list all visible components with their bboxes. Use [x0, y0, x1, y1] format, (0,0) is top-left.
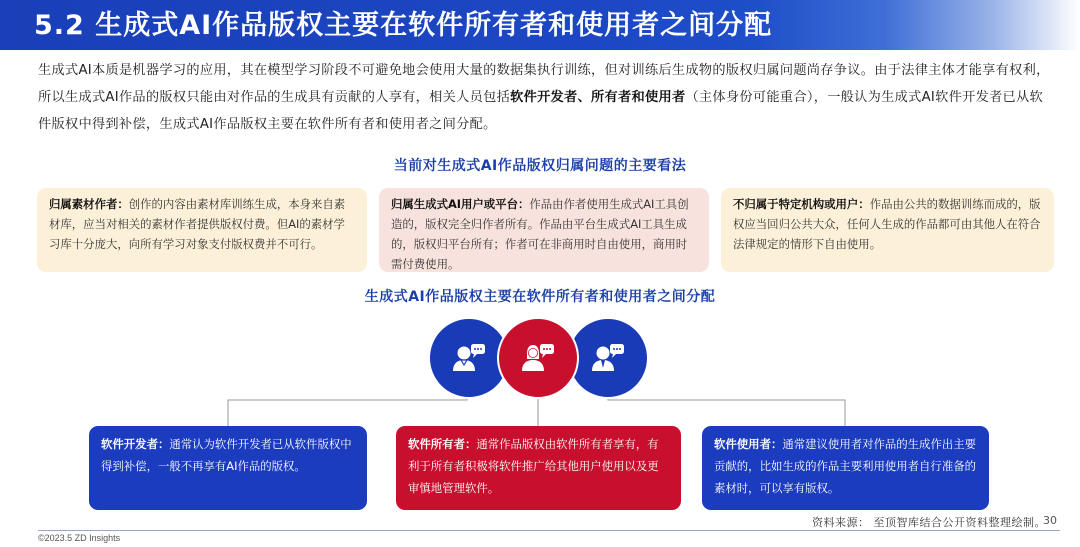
footer-divider [38, 530, 1060, 531]
page-title: 5.2 生成式AI作品版权主要在软件所有者和使用者之间分配 [34, 10, 773, 41]
view-card-text: 创作的内容由素材库训练生成，本身来自素材库，应当对相关的素材作者提供版权付费。但AI的素材学习库十分庞大，向所有学习对象支付版权费并不可行。 [49, 197, 346, 251]
intro-bold-roles: 软件开发者、所有者和使用者 [510, 90, 686, 105]
role-label: 软件使用者： [714, 437, 783, 451]
view-card-text: 作品由作者使用生成式AI工具创造的，版权完全归作者所有。作品由平台生成式AI工具生成的，版权归平台所有；作者可在非商用时自由使用，商用时需付费使用。 [391, 197, 689, 271]
view-card-label: 不归属于特定机构或用户： [733, 197, 870, 211]
source-note: 资料来源： 至顶智库结合公开资料整理绘制。 [812, 516, 1046, 529]
view-card-label: 归属素材作者： [49, 197, 129, 211]
role-label: 软件开发者： [101, 437, 170, 451]
owner-circle [497, 317, 579, 399]
role-text: 通常认为软件开发者已从软件版权中得到补偿，一般不再享有AI作品的版权。 [101, 437, 352, 473]
copyright: ©2023.5 ZD Insights [38, 533, 121, 543]
connector-left [228, 395, 467, 426]
role-label: 软件所有者： [408, 437, 477, 451]
role-box-owner [396, 426, 681, 510]
role-text: 通常建议使用者对作品的生成作出主要贡献的，比如生成的作品主要利用使用者自行准备的素材时，可以享有版权。 [714, 437, 977, 495]
intro-text-part2: （主体身份可能重合），一般认为生成式AI软件开发者已从软件版权中得到补偿，生成式AI作品版权主要在软件所有者和使用者之间分配。 [38, 90, 1044, 132]
view-card-text: 作品由公共的数据训练而成的，版权应当回归公共大众，任何人生成的作品都可由其他人在符合法律规定的情形下自由使用。 [733, 197, 1041, 251]
page-number: 30 [1043, 514, 1057, 527]
role-box-user [702, 426, 989, 510]
user-chat-icon [518, 338, 558, 378]
connector-right [608, 395, 845, 426]
view-card-label: 归属生成式AI用户或平台： [391, 197, 530, 211]
role-box-developer [89, 426, 367, 510]
user-chat-icon [588, 338, 628, 378]
user-chat-icon [449, 338, 489, 378]
views-heading: 当前对生成式AI作品版权归属问题的主要看法 [393, 158, 687, 174]
role-text: 通常作品版权由软件所有者享有，有利于所有者积极将软件推广给其他用户使用以及更审慎地管理软件。 [408, 437, 659, 495]
intro-text-part1: 生成式AI本质是机器学习的应用，其在模型学习阶段不可避免地会使用大量的数据集执行训练，但对训练后生成物的版权归属问题尚存争议。由于法律主体才能享有权利，所以生成式AI作品的版权只能由对作品的生成具有贡献的人享有，相关人员包括 [38, 63, 1050, 105]
user-circle [567, 317, 649, 399]
distribution-heading: 生成式AI作品版权主要在软件所有者和使用者之间分配 [364, 289, 716, 305]
